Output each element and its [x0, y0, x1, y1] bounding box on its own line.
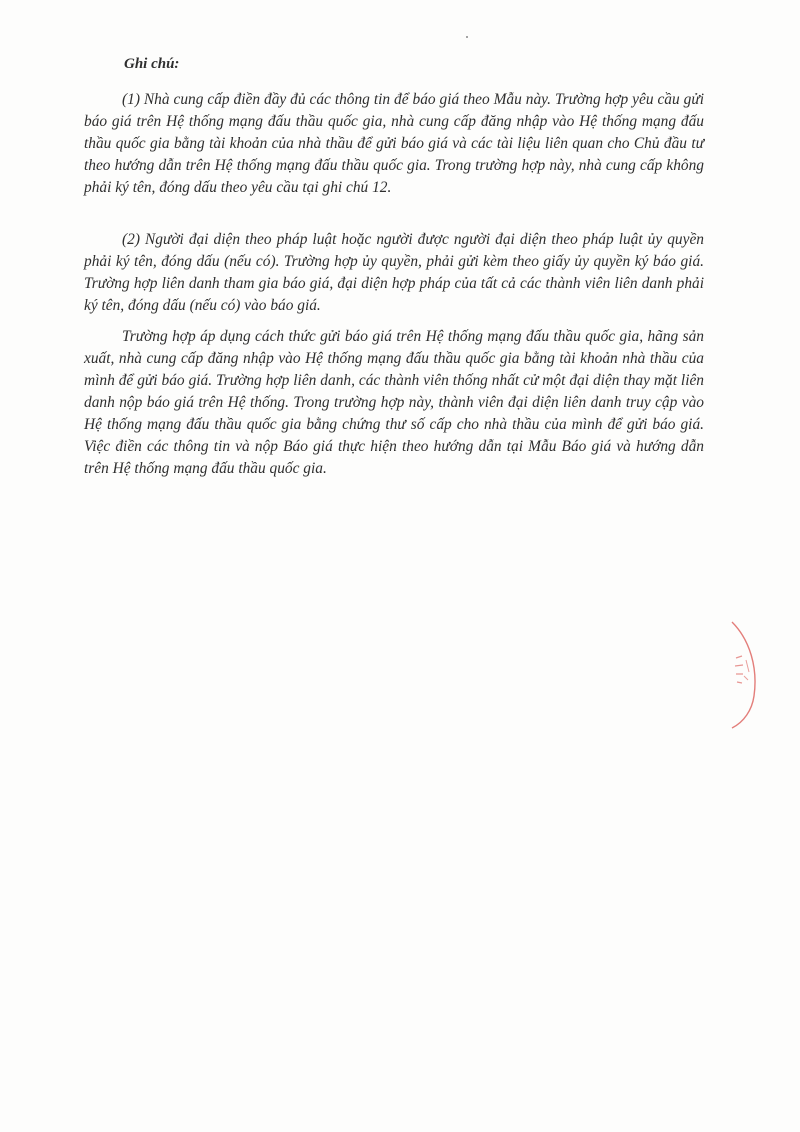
note-1-paragraph: (1) Nhà cung cấp điền đầy đủ các thông tin để báo giá theo Mẫu này. Trường hợp yêu cầu gửi báo giá trên Hệ thống mạng đấu thầu quốc gia, nhà cung cấp đăng nhập vào Hệ thống mạng đấu thầu quốc gia bằng tài khoản của nhà thầu để gửi báo giá và các tài liệu liên quan cho Chủ đầu tư theo hướng dẫn trên Hệ thống mạng đấu thầu quốc gia. Trong trường hợp này, nhà cung cấp không phải ký tên, đóng dấu theo yêu cầu tại ghi chú 12.	[84, 91, 704, 196]
notes-heading: Ghi chú:	[124, 56, 180, 72]
red-seal-stamp-icon	[722, 618, 762, 730]
scan-speck	[466, 36, 468, 38]
note-2-paragraph: (2) Người đại diện theo pháp luật hoặc người được người đại diện theo pháp luật ủy quyền phải ký tên, đóng dấu (nếu có). Trường hợp ủy quyền, phải gửi kèm theo giấy ủy quyền ký báo giá. Trường hợp liên danh tham gia báo giá, đại diện hợp pháp của tất cả các thành viên liên danh phải ký tên, đóng dấu (nếu có) vào báo giá.	[84, 231, 704, 314]
submission-paragraph: Trường hợp áp dụng cách thức gửi báo giá trên Hệ thống mạng đấu thầu quốc gia, hãng sản xuất, nhà cung cấp đăng nhập vào Hệ thống mạng đấu thầu quốc gia bằng tài khoản nhà thầu của mình để gửi báo giá. Trường hợp liên danh, các thành viên thống nhất cử một đại diện thay mặt liên danh nộp báo giá trên Hệ thống. Trong trường hợp này, thành viên đại diện liên danh truy cập vào Hệ thống mạng đấu thầu quốc gia bằng chứng thư số cấp cho nhà thầu của mình để gửi báo giá. Việc điền các thông tin và nộp Báo giá thực hiện theo hướng dẫn tại Mẫu Báo giá và hướng dẫn trên Hệ thống mạng đấu thầu quốc gia.	[84, 328, 704, 477]
